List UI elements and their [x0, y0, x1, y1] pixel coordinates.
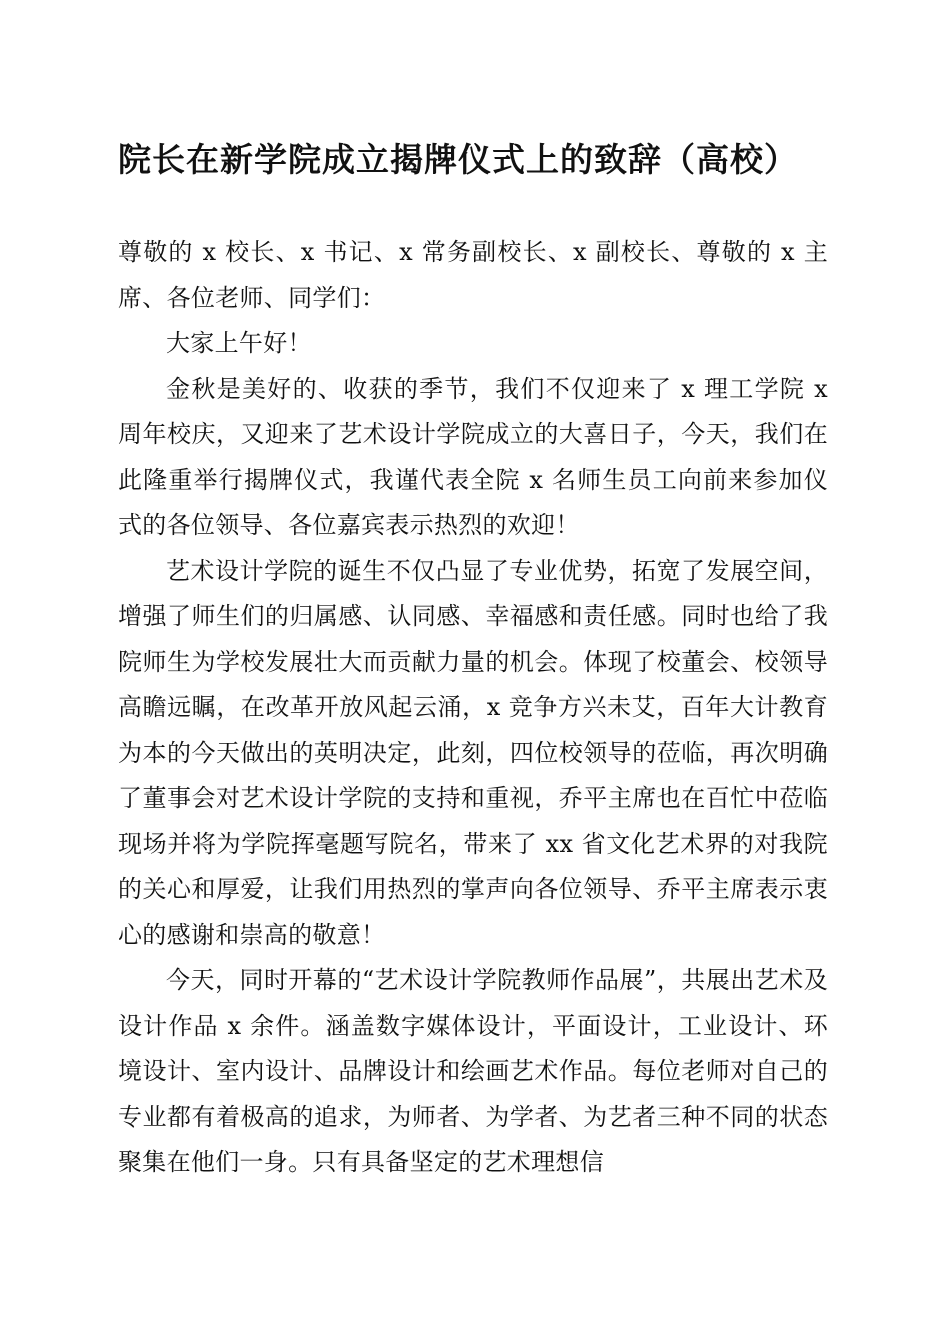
document-body	[118, 230, 828, 1186]
document-title: 院长在新学院成立揭牌仪式上的致辞（高校）	[118, 140, 798, 179]
paragraph-greeting: 大家上午好！	[166, 329, 312, 357]
paragraph-significance: 艺术设计学院的诞生不仅凸显了专业优势，拓宽了发展空间，增强了师生们的归属感、认同感、幸福感和责任感。同时也给了我院师生为学校发展壮大而贡献力量的机会。体现了校董会、校领导高瞻远瞩，在改革开放风起云涌，x 竞争方兴未艾，百年大计教育为本的今天做出的英明决定，此刻，四位校领导的莅临，再次明确了董事会对艺术设计学院的支持和重视，乔平主席也在百忙中莅临现场并将为学院挥毫题写院名，带来了 xx 省文化艺术界的对我院的关心和厚爱，让我们用热烈的掌声向各位领导、乔平主席表示衷心的感谢和崇高的敬意！	[118, 556, 828, 949]
paragraph-exhibition: 今天，同时开幕的“艺术设计学院教师作品展”，共展出艺术及设计作品 x 余件。涵盖数字媒体设计，平面设计，工业设计、环境设计、室内设计、品牌设计和绘画艺术作品。每位老师对自己的专业都有着极高的追求，为师者、为学者、为艺者三种不同的状态聚集在他们一身。只有具备坚定的艺术理想信	[118, 966, 828, 1176]
paragraph-welcome: 金秋是美好的、收获的季节，我们不仅迎来了 x 理工学院 x 周年校庆，又迎来了艺术设计学院成立的大喜日子，今天，我们在此隆重举行揭牌仪式，我谨代表全院 x 名师生员工向前来参加仪式的各位领导、各位嘉宾表示热烈的欢迎！	[118, 374, 828, 539]
salutation: 尊敬的 x 校长、x 书记、x 常务副校长、x 副校长、尊敬的 x 主席、各位老师、同学们：	[118, 238, 828, 312]
